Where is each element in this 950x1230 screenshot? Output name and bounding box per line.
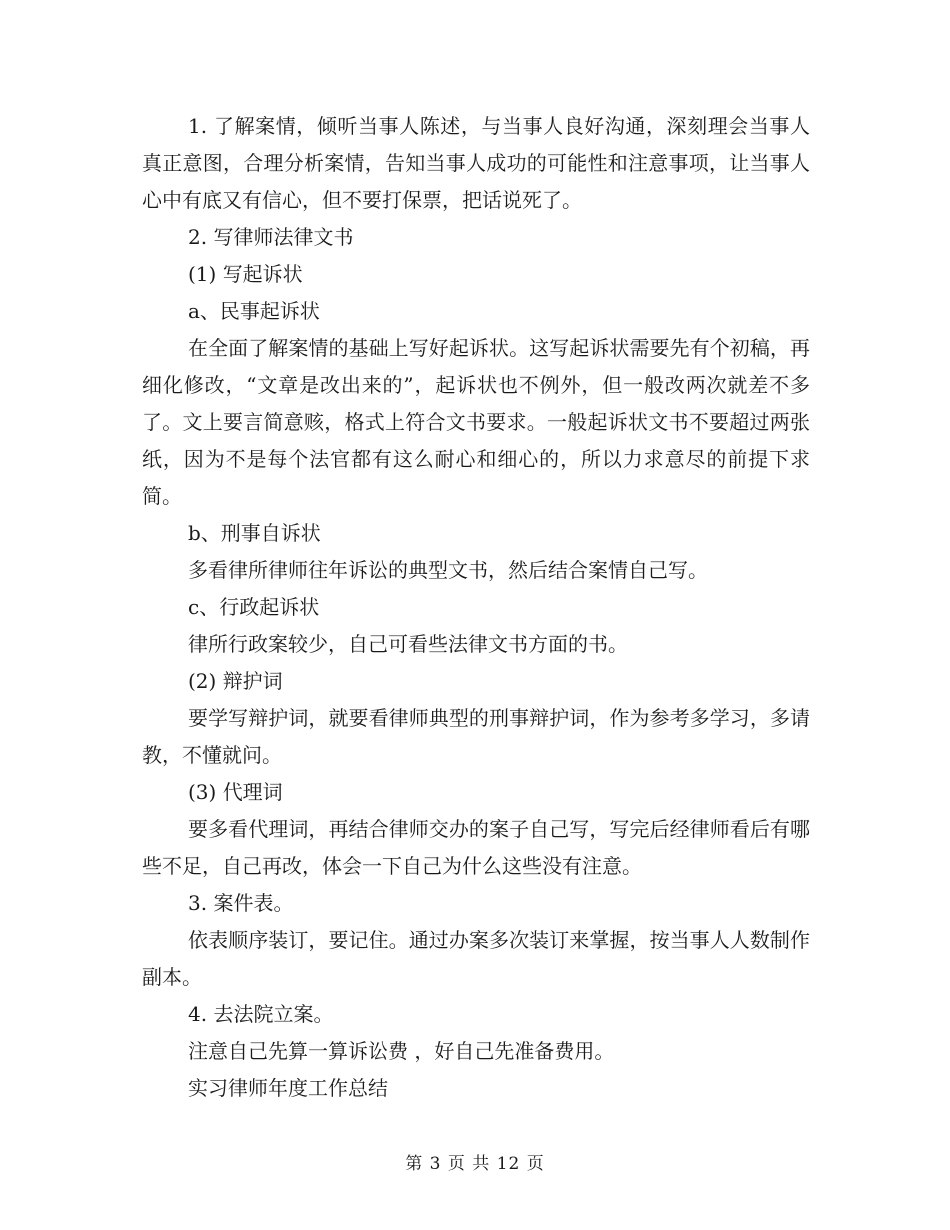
subheading-defense-statement: (2) 辩护词 <box>188 669 283 693</box>
paragraph-agency-statement: 要多看代理词，再结合律师交办的案子自己写，写完后经律师看后有哪些不足，自己再改，体会一下自己为什么这些没有注意。 <box>142 817 810 878</box>
paragraph-filing: 注意自己先算一算诉讼费 ，好自己先准备费用。 <box>188 1039 615 1063</box>
heading-step-3: 3. 案件表。 <box>188 891 294 915</box>
subheading-agency-statement: (3) 代理词 <box>188 780 283 804</box>
heading-step-4: 4. 去法院立案。 <box>188 1002 334 1026</box>
paragraph-case-form: 依表顺序装订，要记住。通过办案多次装订来掌握，按当事人人数制作副本。 <box>142 928 810 989</box>
subheading-civil-complaint: a、民事起诉状 <box>188 299 320 323</box>
paragraph-criminal-complaint: 多看律所律师往年诉讼的典型文书，然后结合案情自己写。 <box>188 558 708 582</box>
document-body <box>142 108 810 1107</box>
subheading-complaint: (1) 写起诉状 <box>188 262 303 286</box>
subheading-administrative-complaint: c、行政起诉状 <box>188 595 320 619</box>
subheading-criminal-complaint: b、刑事自诉状 <box>188 521 321 545</box>
section-title-annual-summary: 实习律师年度工作总结 <box>188 1076 388 1100</box>
paragraph-defense-statement: 要学写辩护词，就要看律师典型的刑事辩护词，作为参考多学习，多请教，不懂就问。 <box>142 706 810 767</box>
paragraph-civil-complaint: 在全面了解案情的基础上写好起诉状。这写起诉状需要先有个初稿，再细化修改，“文章是改出来的”，起诉状也不例外，但一般改两次就差不多了。文上要言简意赅，格式上符合文书要求。一般起诉状文书不要超过两张纸，因为不是每个法官都有这么耐心和细心的，所以力求意尽的前提下求简。 <box>142 336 810 508</box>
paragraph-administrative-complaint: 律所行政案较少，自己可看些法律文书方面的书。 <box>188 632 628 656</box>
heading-step-2: 2. 写律师法律文书 <box>188 225 354 249</box>
page-number-footer: 第 3 页 共 12 页 <box>405 1154 545 1174</box>
paragraph-step-1: 1. 了解案情，倾听当事人陈述，与当事人良好沟通，深刻理会当事人真正意图，合理分析案情，告知当事人成功的可能性和注意事项，让当事人心中有底又有信心，但不要打保票，把话说死了。 <box>142 114 810 212</box>
